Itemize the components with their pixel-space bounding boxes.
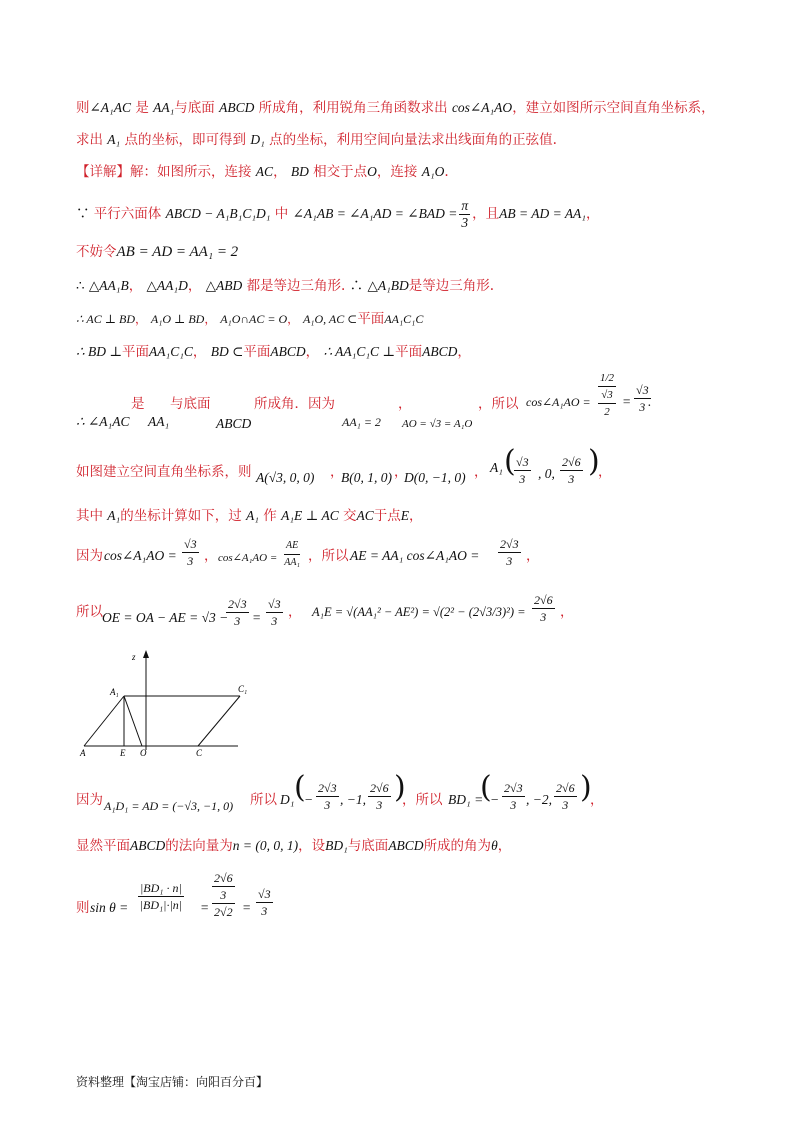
fraction-oe-value: $\frac{√3}{3}$ [268,597,281,628]
fraction-d1-x: $\frac{2√3}{3}$ [318,781,337,812]
text-line-4: ∵ 平行六面体 ABCD − A₁B₁C₁D₁ 中 ∠A₁AB = ∠A₁AD = ∠BAD = $\frac{\pi}{3}$ ，且AB = AD = AA₁， [76,198,600,230]
text-line-7: ∴ AC ⊥ BD， A₁O ⊥ BD， A₁O∩AC = O， A₁O, AC ⊂平面AA₁C₁C [76,311,424,327]
fraction-bd1-x: $\frac{2√3}{3}$ [504,781,523,812]
text-line-11: 其中 A₁的坐标计算如下，过 A₁ 作 A₁E ⊥ AC 交AC于点E， [76,508,423,524]
fraction-sqrt3-3: $\frac{√3}{3}$ [636,383,649,414]
text-line-12: 因为 cos∠A₁AO = $\frac{√3}{3}$ ， cos∠A₁AO = $\frac{AE}{\text{AA₁}}$ ，所以 AE = AA₁ cos∠A₁AO = $\frac{2√3}{3}$ ， [76,534,740,578]
text-line-16: 则 sin θ = $\frac{\text{|BD₁ · n|}}{\text{|BD₁|·|n|}}$ = 2√6 3 2√2 = $\frac{√3}{3}$ [76,871,271,919]
text-line-15: 显然平面ABCD的法向量为n = (0, 0, 1)，设BD₁与底面ABCD所成的角为θ， [76,838,512,854]
fraction-sin-formula: $\frac{\text{|BD₁ · n|}}{\text{|BD₁|·|n|}}$ [139,881,183,912]
fraction-a1-z: $\frac{2√6}{3}$ [562,455,581,486]
text-line-5: 不妨令AB = AD = AA₁ = 2 [76,244,239,260]
fraction-pi-3: $\frac{\pi}{3}$ [461,198,469,230]
text-line-8: ∴ BD ⊥平面AA₁C₁C， BD ⊂平面ABCD， ∴ AA₁C₁C ⊥平面ABCD， [76,344,471,360]
label-c1: C₁ [238,684,248,694]
label-z: z [132,652,136,662]
label-e: E [120,748,126,758]
segment-a1o [124,696,142,746]
text-line-3: 【详解】解：如图所示，连接 AC， BD 相交于点O，连接 A₁O. [76,164,449,180]
fraction-2sqrt3-3: $\frac{2√3}{3}$ [228,597,247,628]
label-a: A [80,748,86,758]
fraction-d1-z: $\frac{2√6}{3}$ [370,781,389,812]
fraction-sqrt3-3-b: $\frac{√3}{3}$ [184,537,197,568]
label-a1: A₁ [110,687,119,697]
fraction-ae-value: $\frac{2√3}{3}$ [500,537,519,568]
z-axis-arrow-icon [143,650,149,658]
text-line-1: 则∠A₁AC 是 AA₁与底面 ABCD 所成角，利用锐角三角函数求出 cos∠A₁AO，建立如图所示空间直角坐标系， [76,100,715,116]
footer-source-note: 资料整理【淘宝店铺：向阳百分百】 [76,1075,269,1089]
fraction-bd1-z: $\frac{2√6}{3}$ [556,781,575,812]
fraction-a1-x: $\frac{√3}{3}$ [516,455,529,486]
text-line-10: 如图建立空间直角坐标系，则 A(√3, 0, 0) ， B(0, 1, 0) ， D(0, −1, 0) ， A₁ ( $\frac{√3}{3}$ , 0, $\frac{2√6}{3}$ ) ， [76,444,612,486]
edge-aa1 [84,696,124,746]
text-line-6: ∴ △AA₁B， △AA₁D， △ABD 都是等边三角形. ∴ △A₁BD是等边三角形. [76,278,495,294]
fraction-sin-result: $\frac{√3}{3}$ [258,887,271,918]
edge-cc1 [198,696,240,746]
text-line-13: 所以 OE = OA − AE = √3 − $\frac{2√3}{3}$ = $\frac{√3}{3}$ ， A₁E = √(AA₁² − AE²) = √(2² − (2√3/3)²) = $\frac{2√6}{3}$ ， [76,593,574,628]
text-line-14: 因为 A₁D₁ = AD = (−√3, −1, 0) 所以 D₁ ( − $\frac{2√3}{3}$ , −1, $\frac{2√6}{3}$ ) ，所以 BD₁ = ( − $\frac{2√3}{3}$ , −2, $\frac{2√6}{3}$ ) ， [76,770,604,813]
text-line-9: ∴ ∠A₁AC 是 AA₁ 与底面 ABCD 所成角．因为 AA₁ = 2 ， AO = √3 = A₁O ，所以 cos∠A₁AO = 1/2 √3 2 = $\frac{√3}{3}$ . [76,372,652,431]
text-line-2: 求出 A₁ 点的坐标，即可得到 D₁ 点的坐标，利用空间向量法求出线面角的正弦值. [76,132,557,148]
fraction-cos-value: 1/2 √3 2 [600,372,615,418]
label-c: C [196,748,203,758]
fraction-ae-aa1: $\frac{AE}{\text{AA₁}}$ [284,540,300,568]
parallelogram-figure [70,650,270,760]
label-o: O [140,748,147,758]
fraction-a1e-value: $\frac{2√6}{3}$ [534,593,553,624]
fraction-cos-numerator: 1/2 [598,370,616,387]
fraction-sin-value: 2√6 3 2√2 [214,871,233,919]
